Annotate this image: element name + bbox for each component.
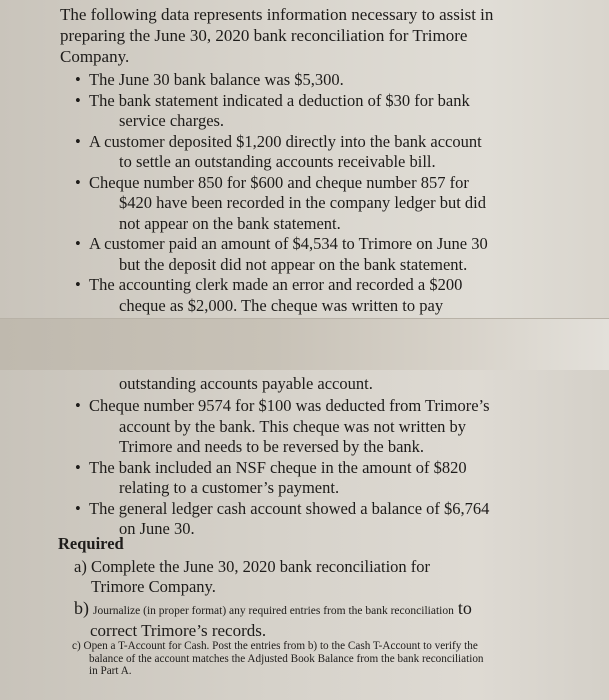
bullet-list-page2 — [75, 396, 559, 540]
intro-line: Company. — [60, 47, 130, 66]
bullet-text: The general ledger cash account showed a balance of $6,764 — [89, 498, 490, 518]
bullet-item-nsf-cheque — [75, 457, 559, 499]
bullet-text-continued: $420 have been recorded in the company ledger but did — [119, 193, 486, 212]
bullet-text-continued: Trimore and needs to be reversed by the bank. — [119, 437, 425, 456]
requirement-c-text: Open a T-Account for Cash. Post the entries from b) to the Cash T-Account to verify the — [83, 640, 478, 652]
bullet-icon: • — [75, 275, 81, 294]
bullet-text-continued: service charges. — [119, 111, 225, 130]
continuation-line: outstanding accounts payable account. — [119, 374, 373, 393]
requirement-b-text-tail: to — [457, 598, 472, 618]
bullet-text: The bank statement indicated a deduction of $30 for bank — [89, 90, 470, 110]
bullet-icon: • — [75, 70, 81, 89]
bullet-icon: • — [75, 234, 81, 253]
requirement-b — [74, 598, 472, 641]
requirement-a-label: a) — [74, 557, 87, 576]
page-fold-gap — [0, 318, 609, 372]
bullet-item-service-charges — [75, 90, 559, 132]
bullet-text: The bank included an NSF cheque in the amount of $820 — [89, 457, 467, 477]
required-heading: Required — [58, 534, 124, 553]
bullet-icon: • — [75, 457, 81, 477]
intro-line: The following data represents information necessary to assist in — [60, 5, 494, 24]
bullet-text-continued: not appear on the bank statement. — [119, 213, 341, 233]
bullet-list-page1 — [75, 70, 559, 316]
bullet-text-continued: account by the bank. This cheque was not written by — [119, 416, 467, 436]
bullet-text: Cheque number 850 for $600 and cheque number 857 for — [89, 172, 469, 192]
requirement-b-text-continued: correct Trimore’s records. — [90, 621, 267, 640]
bullet-text: A customer paid an amount of $4,534 to Trimore on June 30 — [89, 234, 488, 253]
requirement-b-label: b) — [74, 598, 89, 618]
intro-line: preparing the June 30, 2020 bank reconciliation for Trimore — [60, 26, 468, 45]
bullet-item-ledger-balance — [75, 498, 559, 540]
bullet-item-cheque-9574 — [75, 396, 559, 458]
intro-paragraph — [60, 4, 540, 67]
requirement-c-text-continued: in Part A. — [89, 665, 132, 677]
bullet-text-continued: but the deposit did not appear on the bank statement. — [119, 254, 468, 274]
bullet-item-deposit-in-transit — [75, 234, 559, 275]
bullet-text-continued: cheque as $2,000. The cheque was written to pay — [119, 295, 444, 315]
bullet-text: A customer deposited $1,200 directly into the bank account — [89, 131, 482, 151]
requirement-a-text-continued: Trimore Company. — [91, 577, 216, 596]
requirement-c — [72, 640, 532, 678]
bullet-icon: • — [75, 498, 81, 518]
requirement-c-label: c) — [72, 640, 81, 652]
requirement-a — [74, 557, 430, 597]
bullet-icon: • — [75, 90, 81, 110]
bullet-text: The June 30 bank balance was $5,300. — [89, 70, 344, 89]
requirement-b-text: Journalize (in proper format) any required entries from the bank reconciliation — [93, 605, 454, 617]
requirement-a-text: Complete the June 30, 2020 bank reconciliation for — [90, 557, 431, 576]
bullet-text: Cheque number 9574 for $100 was deducted from Trimore’s — [89, 396, 490, 415]
requirement-c-text-continued: balance of the account matches the Adjusted Book Balance from the bank reconciliation — [89, 652, 484, 665]
bullet-text-continued: on June 30. — [119, 519, 195, 538]
bullet-text: The accounting clerk made an error and recorded a $200 — [89, 275, 463, 294]
bullet-text-continued: to settle an outstanding accounts receivable bill. — [119, 152, 436, 171]
bullet-text-continued: relating to a customer’s payment. — [119, 478, 340, 497]
bullet-icon: • — [75, 396, 81, 415]
bullet-item-outstanding-cheques — [75, 172, 559, 235]
bullet-icon: • — [75, 131, 81, 151]
bullet-icon: • — [75, 172, 81, 192]
bullet-item-recording-error — [75, 275, 559, 316]
bullet-item-bank-balance — [75, 70, 559, 91]
bullet-item-customer-deposit — [75, 131, 559, 173]
